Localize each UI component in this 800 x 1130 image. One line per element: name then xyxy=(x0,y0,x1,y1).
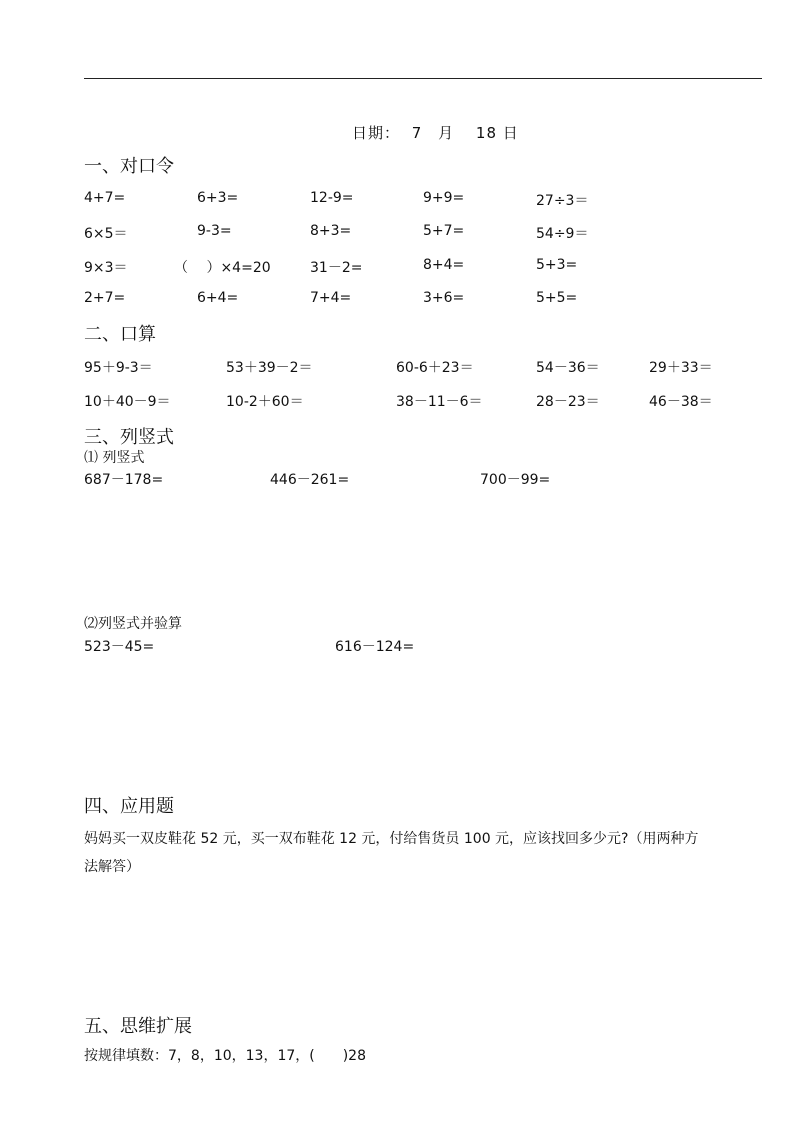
oral-question: 9-3= xyxy=(197,223,232,239)
oral-question: 3+6= xyxy=(423,290,465,306)
oral-question: 7+4= xyxy=(310,290,352,306)
mental-math-question: 38－11－6＝ xyxy=(396,394,483,410)
mental-math-question: 60-6＋23＝ xyxy=(396,360,474,376)
vertical-calc-question: 523－45= xyxy=(84,639,155,655)
oral-question: （ ）×4=20 xyxy=(174,260,271,276)
date-day: 18 xyxy=(475,124,498,142)
mental-math-question: 29＋33＝ xyxy=(649,360,713,376)
mental-math-question: 95＋9-3＝ xyxy=(84,360,153,376)
oral-question: 54÷9＝ xyxy=(536,226,589,242)
section-5-title: 五、思维扩展 xyxy=(84,1016,192,1037)
oral-question: 27÷3＝ xyxy=(536,193,589,209)
word-problem-line-2: 法解答） xyxy=(84,859,140,875)
oral-question: 6×5＝ xyxy=(84,226,128,242)
vertical-calc-question: 687－178= xyxy=(84,472,164,488)
oral-question: 5+7= xyxy=(423,223,465,239)
oral-question: 5+3= xyxy=(536,257,578,273)
mental-math-question: 28－23＝ xyxy=(536,394,600,410)
vertical-calc-question: 700－99= xyxy=(480,472,551,488)
date-day-unit: 日 xyxy=(502,124,519,142)
oral-question: 9+9= xyxy=(423,190,465,206)
oral-question: 5+5= xyxy=(536,290,578,306)
mental-math-question: 54－36＝ xyxy=(536,360,600,376)
mental-math-question: 46－38＝ xyxy=(649,394,713,410)
date-month: 7 xyxy=(411,124,423,142)
oral-question: 31－2= xyxy=(310,260,363,276)
section-4-title: 四、应用题 xyxy=(84,796,174,817)
section-1-title: 一、对口令 xyxy=(84,156,174,177)
word-problem-line-1: 妈妈买一双皮鞋花 52 元，买一双布鞋花 12 元，付给售货员 100 元，应该找回多少元?（用两种方 xyxy=(84,831,699,847)
mental-math-question: 10＋40－9＝ xyxy=(84,394,171,410)
pattern-question: 按规律填数：7，8，10，13，17，( )28 xyxy=(84,1048,366,1064)
vertical-calc-question: 616－124= xyxy=(335,639,415,655)
oral-question: 8+4= xyxy=(423,257,465,273)
date-month-unit: 月 xyxy=(438,124,455,142)
top-rule xyxy=(84,78,762,79)
vertical-calc-check-subtitle: ⑵列竖式并验算 xyxy=(84,616,182,632)
oral-question: 4+7= xyxy=(84,190,126,206)
oral-question: 9×3＝ xyxy=(84,260,128,276)
vertical-calc-subtitle: ⑴ 列竖式 xyxy=(84,450,145,466)
mental-math-question: 10-2＋60＝ xyxy=(226,394,304,410)
oral-question: 8+3= xyxy=(310,223,352,239)
oral-question: 6+4= xyxy=(197,290,239,306)
date-line xyxy=(352,122,519,143)
oral-question: 6+3= xyxy=(197,190,239,206)
section-3-title: 三、列竖式 xyxy=(84,427,174,448)
vertical-calc-question: 446－261= xyxy=(270,472,350,488)
oral-question: 12-9= xyxy=(310,190,354,206)
oral-question: 2+7= xyxy=(84,290,126,306)
section-2-title: 二、口算 xyxy=(84,324,156,345)
date-label: 日期： xyxy=(352,124,401,142)
mental-math-question: 53＋39－2＝ xyxy=(226,360,313,376)
